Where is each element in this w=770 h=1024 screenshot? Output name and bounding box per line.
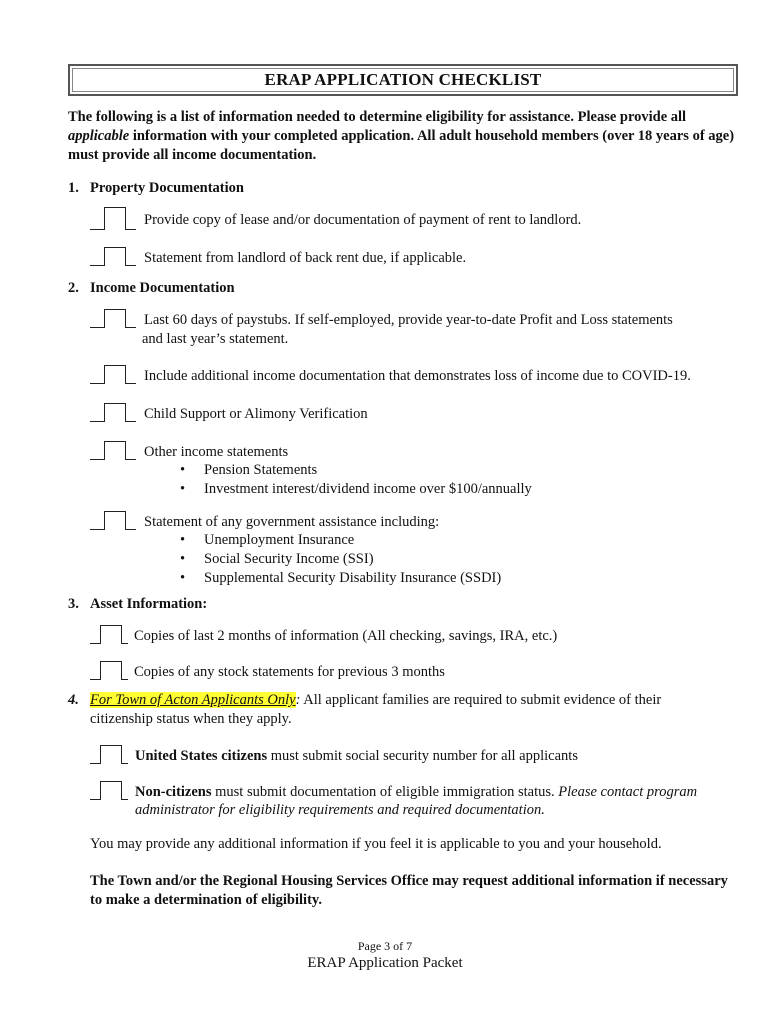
section-title: Asset Information: [90,596,208,612]
item-text: Include additional income documentation that demonstrates loss of income due to COVID-19. [144,368,691,384]
highlighted-text: For Town of Acton Applicants Only [90,692,296,708]
item-rest: must submit social security number for all applicants [267,748,578,764]
checklist-item [90,364,730,386]
intro-paragraph [68,108,738,165]
item-text: Statement from landlord of back rent due, if applicable. [144,250,467,266]
page-title: ERAP APPLICATION CHECKLIST [264,70,542,89]
bullet-text: Social Security Income (SSI) [204,551,374,567]
checkbox[interactable] [104,365,126,384]
title-box [68,64,738,96]
section-3-heading [68,596,207,613]
section-number: 1. [68,180,79,196]
bullet-icon: • [180,462,186,478]
section-4-text: All applicant families are required to submit evidence of their [300,692,662,708]
checklist-item [90,246,730,268]
checklist-item [90,780,730,802]
intro-text-2: information with your completed application. All adult household members (over 18 years of age) must provide all income documentation. [68,128,735,163]
checkbox[interactable] [104,309,126,328]
intro-italic: applicable [68,128,130,144]
packet-footer: ERAP Application Packet [307,955,463,971]
checklist-item [90,308,730,330]
section-number: 2. [68,280,79,296]
section-title: Property Documentation [90,180,244,196]
item-text: Child Support or Alimony Verification [144,406,368,422]
item-text [135,747,578,766]
item-text: Provide copy of lease and/or documentation of payment of rent to landlord. [144,212,582,228]
colon: : [295,692,301,708]
item-text-continued: and last year’s statement. [142,331,289,347]
page-number: Page 3 of 7 [357,939,413,953]
item-rest: must submit documentation of eligible immigration status. [211,784,559,800]
bullet-icon: • [180,570,186,586]
checkbox[interactable] [104,403,126,422]
checklist-item [90,624,730,646]
item-text: Statement of any government assistance including: [144,514,440,530]
additional-info-paragraph: You may provide any additional information if you feel it is applicable to you and your household. [90,836,662,852]
intro-text-1: The following is a list of information needed to determine eligibility for assistance. Please provide all [68,109,687,125]
checkbox[interactable] [100,745,122,764]
section-title: Income Documentation [90,280,235,296]
checkbox[interactable] [104,207,126,230]
checkbox[interactable] [100,625,122,644]
bullet-icon: • [180,532,186,548]
item-italic-continued: administrator for eligibility requirements and required documentation. [135,802,545,818]
checkbox[interactable] [100,781,122,800]
checkbox[interactable] [100,661,122,680]
section-2-heading [68,280,235,297]
item-text: Last 60 days of paystubs. If self-employed, provide year-to-date Profit and Loss statements [144,312,673,328]
section-1-heading [68,180,244,197]
checklist-item [90,402,730,424]
section-number: 4. [68,692,79,708]
bullet-icon: • [180,481,186,497]
section-4-heading [68,692,661,709]
bullet-text: Pension Statements [204,462,318,478]
checkbox[interactable] [104,511,126,530]
item-text [135,783,697,802]
item-italic: Please contact program [558,784,698,800]
section-4-text-continued: citizenship status when they apply. [90,711,292,727]
checklist-item [90,744,730,766]
checkbox[interactable] [104,247,126,266]
checklist-item [90,440,730,462]
item-text: Copies of any stock statements for previous 3 months [134,664,445,680]
checklist-item [90,510,730,532]
bold-label: United States citizens [135,748,268,764]
bullet-text: Supplemental Security Disability Insurance (SSDI) [204,570,502,586]
checklist-item [90,660,730,682]
item-text: Other income statements [144,444,289,460]
section-number: 3. [68,596,79,612]
item-text: Copies of last 2 months of information (All checking, savings, IRA, etc.) [134,628,558,644]
checklist-item [90,210,730,232]
closing-paragraph: The Town and/or the Regional Housing Services Office may request additional information if necessary to make a determination of eligibility. [90,873,728,908]
bullet-icon: • [180,551,186,567]
bold-label: Non-citizens [135,784,212,800]
bullet-text: Unemployment Insurance [204,532,355,548]
checkbox[interactable] [104,441,126,460]
bullet-text: Investment interest/dividend income over $100/annually [204,481,532,497]
